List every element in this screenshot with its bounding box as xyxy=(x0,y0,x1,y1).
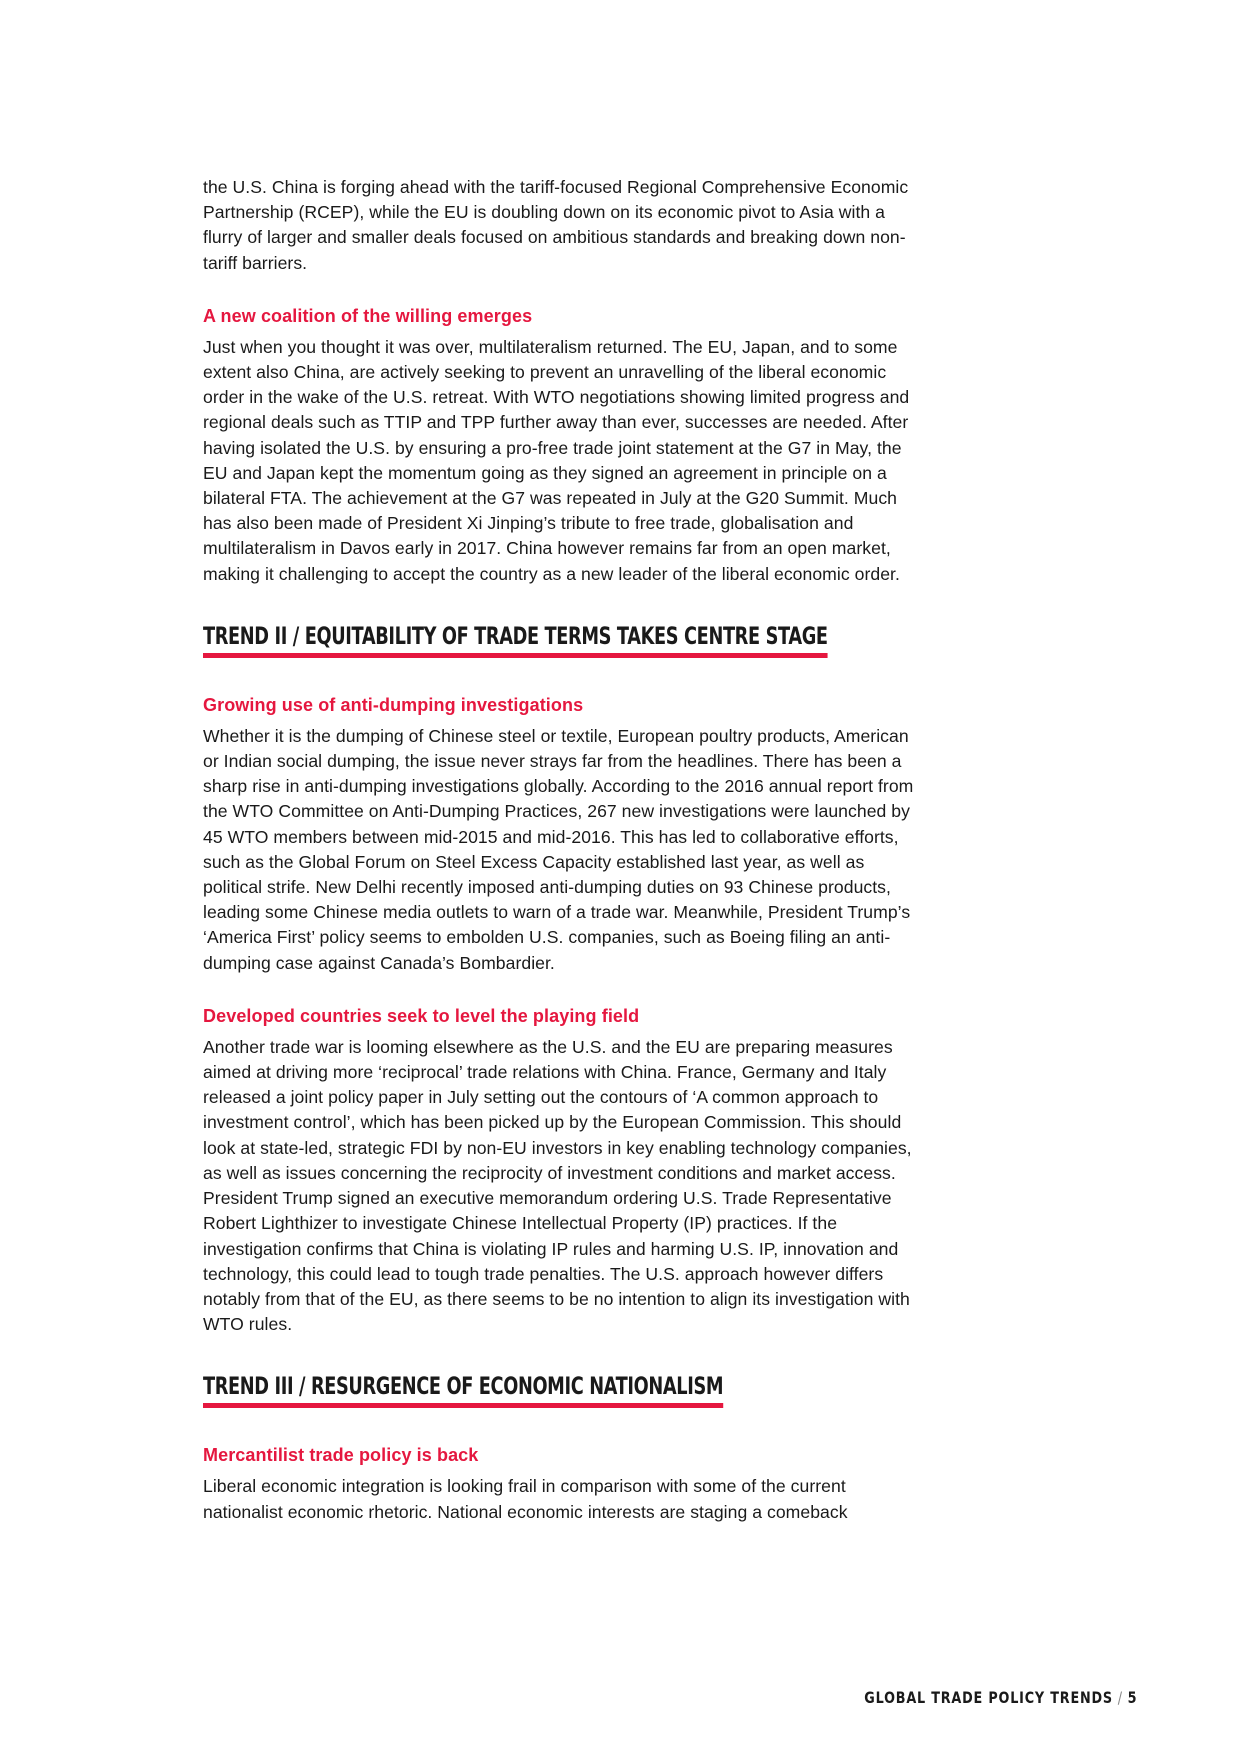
level-playing-field-body: Another trade war is looming elsewhere as the U.S. and the EU are preparing measures aimed at driving more ‘reciprocal’ trade relations with China. France, Germany and Italy released a joint policy paper in July setting out the contours of ‘A common approach to investment control’, which has been picked up by the European Commission. This should look at state-led, strategic FDI by non-EU investors in key enabling technology companies, as well as issues concerning the reciprocity of investment conditions and market access. President Trump signed an executive memorandum ordering U.S. Trade Representative Robert Lighthizer to investigate Chinese Intellectual Property (IP) practices. If the investigation confirms that China is violating IP rules and harming U.S. IP, innovation and technology, this could lead to tough trade penalties. The U.S. approach however differs notably from that of the EU, as there seems to be no intention to align its investigation with WTO rules. xyxy=(203,1036,912,1335)
trend-2-title: TREND II / EQUITABILITY OF TRADE TERMS TAKES CENTRE STAGE xyxy=(203,621,828,658)
trend-2-heading-block xyxy=(203,621,918,663)
antidumping-body: Whether it is the dumping of Chinese steel or textile, European poultry products, American or Indian social dumping, the issue never strays far from the headlines. There has been a sharp rise in anti-dumping investigations globally. According to the 2016 annual report from the WTO Committee on Anti-Dumping Practices, 267 new investigations were launched by 45 WTO members between mid-2015 and mid-2016. This has led to collaborative efforts, such as the Global Forum on Steel Excess Capacity established last year, as well as political strife. New Delhi recently imposed anti-dumping duties on 93 Chinese products, leading some Chinese media outlets to warn of a trade war. Meanwhile, President Trump’s ‘America First’ policy seems to embolden U.S. companies, such as Boeing filing an anti-dumping case against Canada’s Bombardier. xyxy=(203,725,914,973)
intro-paragraph: the U.S. China is forging ahead with the tariff-focused Regional Comprehensive Economic Partnership (RCEP), while the EU is doubling down on its economic pivot to Asia with a flurry of larger and smaller deals focused on ambitious standards and breaking down non-tariff barriers. xyxy=(203,177,909,273)
page-footer xyxy=(864,1688,1137,1707)
antidumping-heading: Growing use of anti-dumping investigations xyxy=(203,694,584,715)
page-number: 5 xyxy=(1127,1688,1137,1707)
coalition-heading: A new coalition of the willing emerges xyxy=(203,305,533,326)
publication-title: GLOBAL TRADE POLICY TRENDS xyxy=(863,1688,1113,1707)
coalition-body: Just when you thought it was over, multilateralism returned. The EU, Japan, and to some extent also China, are actively seeking to prevent an unravelling of the liberal economic order in the wake of the U.S. retreat. With WTO negotiations showing limited progress and regional deals such as TTIP and TPP further away than ever, successes are needed. After having isolated the U.S. by ensuring a pro-free trade joint statement at the G7 in May, the EU and Japan kept the momentum going as they signed an agreement in principle on a bilateral FTA. The achievement at the G7 was repeated in July at the G20 Summit. Much has also been made of President Xi Jinping’s tribute to free trade, globalisation and multilateralism in Davos early in 2017. China however remains far from an open market, making it challenging to accept the country as a new leader of the liberal economic order. xyxy=(203,336,910,584)
trend-3-heading-block xyxy=(203,1371,918,1413)
level-playing-field-heading: Developed countries seek to level the playing field xyxy=(203,1005,640,1026)
mercantilist-body: Liberal economic integration is looking frail in comparison with some of the current nationalist economic rhetoric. National economic interests are staging a comeback xyxy=(203,1476,848,1522)
main-column xyxy=(203,175,918,1525)
mercantilist-heading: Mercantilist trade policy is back xyxy=(203,1445,479,1466)
footer-separator: / xyxy=(1117,1688,1123,1707)
trend-3-title: TREND III / RESURGENCE OF ECONOMIC NATIONALISM xyxy=(203,1371,723,1408)
